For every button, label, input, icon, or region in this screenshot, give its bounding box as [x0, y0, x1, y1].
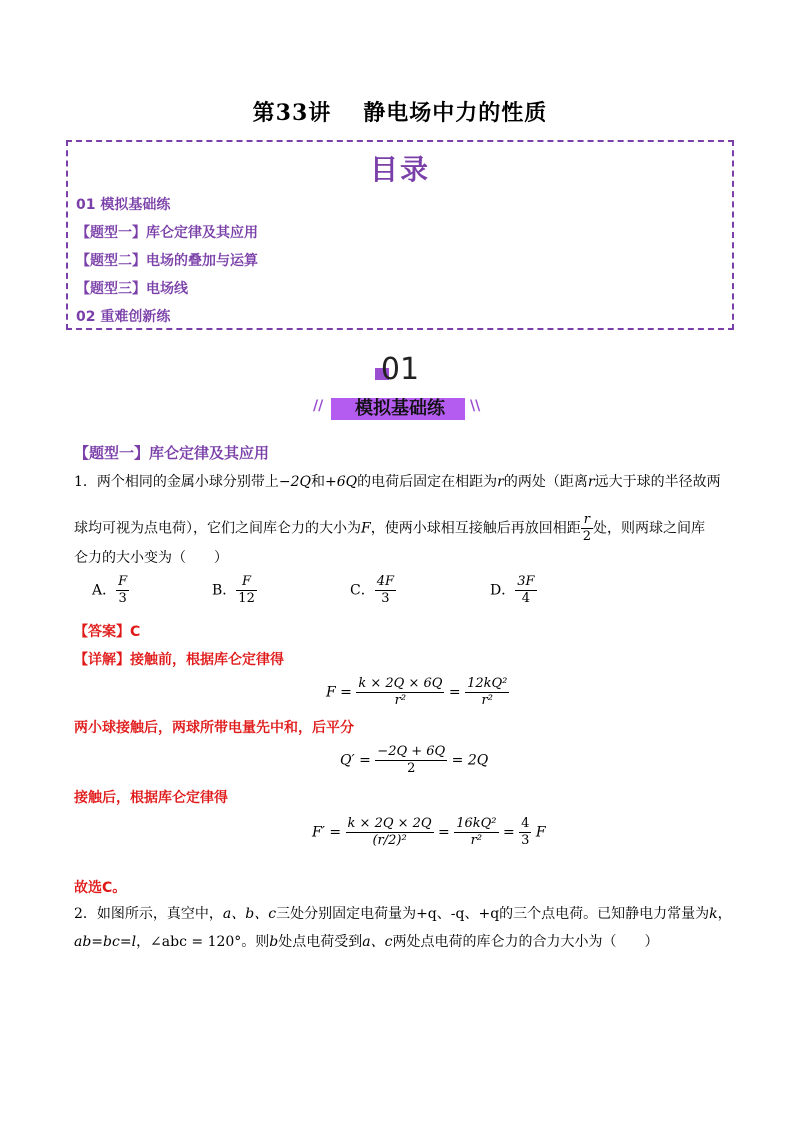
q2-line-1: 2．如图所示，真空中，a、b、c三处分别固定电荷量为+q、-q、+q的三个点电荷。已知静电力常量为k，: [74, 906, 732, 922]
q1-option-c[interactable]: C． $\frac{4F}{3}$: [350, 574, 395, 606]
lecture-topic: 静电场中力的性质: [363, 100, 548, 126]
right-slash-decoration: \\: [470, 398, 481, 414]
left-slash-decoration: //: [313, 398, 324, 414]
lecture-number: 第33讲: [252, 100, 332, 126]
toc-item-advanced[interactable]: 02 重难创新练: [76, 309, 171, 325]
page-title: [0, 96, 800, 127]
toc-heading: 目录: [369, 153, 430, 186]
section-name: 模拟基础练: [355, 398, 445, 419]
q1-detail-2: 两小球接触后，两球所带电量先中和，后平分: [74, 720, 354, 736]
q1-conclusion: 故选C。: [74, 880, 127, 896]
equation-2: Q′ = $\frac{-2Q + 6Q}{2}$ = 2Q: [340, 744, 489, 776]
q1-option-d[interactable]: D． $\frac{3F}{4}$: [490, 574, 535, 606]
q1-line-1: 1．两个相同的金属小球分别带上−2Q和+6Q的电荷后固定在相距为r的两处（距离r远大于球的半径故两: [74, 474, 721, 490]
q1-option-b[interactable]: B． $\frac{F}{12}$: [212, 574, 255, 606]
question-type-heading: 【题型一】库仑定律及其应用: [74, 444, 270, 462]
q1-option-a[interactable]: A． $\frac{F}{3}$: [92, 574, 128, 606]
toc-item-type3[interactable]: 【题型三】电场线: [76, 281, 188, 297]
q1-answer: 【答案】C: [74, 624, 141, 640]
equation-3: F′ = $\frac{k \times 2Q \times 2Q}{\text{(r/2)²}}$ = $\frac{\text{16kQ²}}{\text{r²}}$ = $\frac{4}{3}$ F: [312, 816, 546, 848]
toc-item-type2[interactable]: 【题型二】电场的叠加与运算: [76, 253, 258, 269]
section-number: 01: [380, 352, 420, 387]
q1-detail-1: 【详解】接触前，根据库仑定律得: [74, 652, 284, 668]
q1-line-2: 球均可视为点电荷），它们之间库仑力的大小为F，使两小球相互接触后再放回相距 $\frac{r}{2}$ 处，则两球之间库: [74, 512, 705, 544]
q1-line-3: 仑力的大小变为（ ）: [74, 550, 228, 566]
toc-item-basic[interactable]: 01 模拟基础练: [76, 197, 171, 213]
table-of-contents: [66, 140, 734, 330]
q2-line-2: ab=bc=l，∠abc = 120°。则b处点电荷受到a、c两处点电荷的库仑力的合力大小为（ ）: [74, 934, 659, 950]
equation-1: F = $\frac{k \times 2Q \times 6Q}{\text{r²}}$ = $\frac{\text{12kQ²}}{\text{r²}}$: [326, 676, 508, 708]
q1-detail-3: 接触后，根据库仑定律得: [74, 790, 228, 806]
toc-item-type1[interactable]: 【题型一】库仑定律及其应用: [76, 225, 258, 241]
